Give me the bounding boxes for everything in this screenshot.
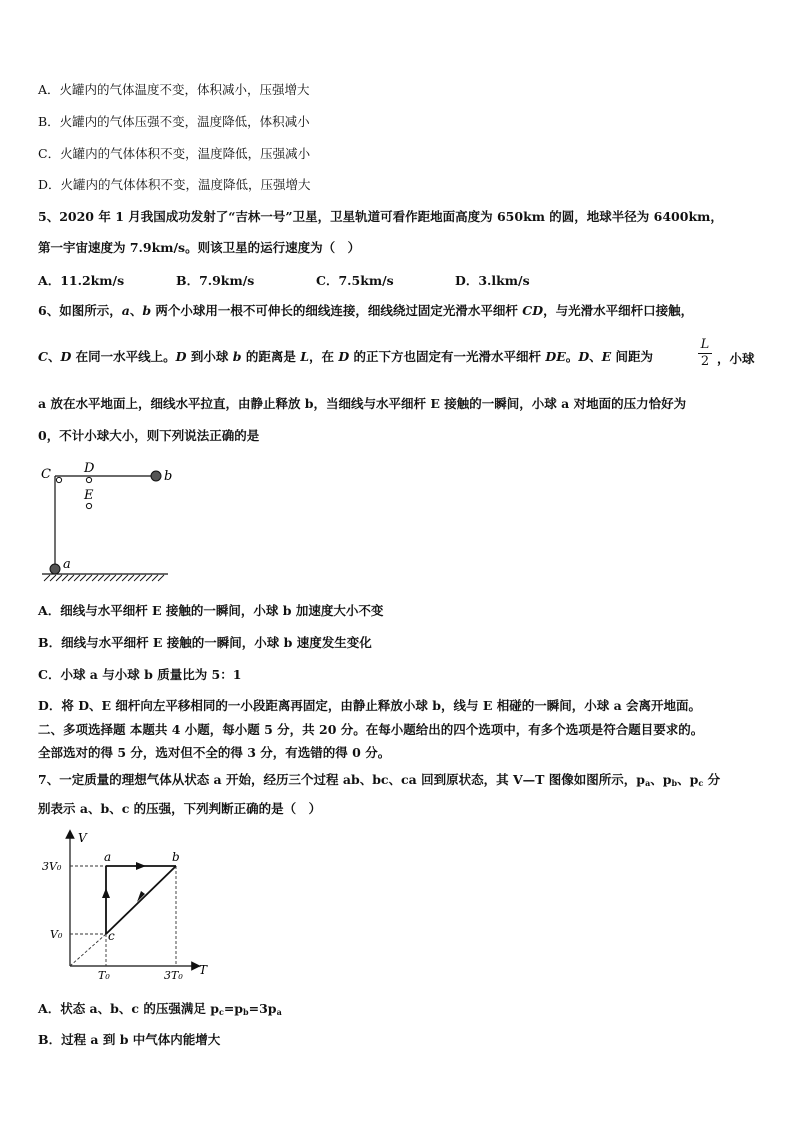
- q7-option-b: B．过程 a 到 b 中气体内能增大: [38, 1032, 221, 1047]
- q5-stem-line1: 5、2020 年 1 月我国成功发射了“吉林一号”卫星，卫星轨道可看作距地面高度为 650km 的圆，地球半径为 6400km，: [38, 209, 723, 224]
- q5-stem-line2: 第一宇宙速度为 7.9km/s。则该卫星的运行速度为（ ）: [38, 240, 361, 255]
- graph-tick-v0: V₀: [50, 928, 63, 941]
- graph-axis-v: V: [78, 831, 87, 845]
- fig-label-b: b: [164, 469, 173, 484]
- graph-point-b: b: [172, 850, 180, 864]
- q7-option-a: A．状态 a、b、c 的压强满足 $p_c=p_b=3p_a$: [38, 1001, 282, 1017]
- q4-option-b: B．火罐内的气体压强不变，温度降低，体积减小: [38, 114, 310, 129]
- q7-stem-line2: 别表示 a、b、c 的压强，下列判断正确的是（ ）: [38, 801, 322, 816]
- fig-label-d: D: [84, 461, 95, 476]
- graph-tick-3v0: 3V₀: [42, 860, 62, 873]
- q5-option-c: C．7.5km/s: [316, 273, 394, 288]
- q6-stem-line2: C、D 在同一水平线上。D 到小球 b 的距离是 L，在 D 的正下方也固定有一光滑水平细杆 DE。D、E 间距为: [38, 349, 654, 364]
- q6-option-c: C．小球 a 与小球 b 质量比为 5：1: [38, 667, 242, 682]
- q6-stem-line2-end: ，小球: [717, 351, 755, 366]
- fig-label-a: a: [63, 557, 71, 572]
- q5-option-b: B．7.9km/s: [176, 273, 255, 288]
- q6-fraction: L 2: [698, 338, 712, 369]
- q4-option-a: A．火罐内的气体温度不变，体积减小，压强增大: [38, 82, 310, 97]
- q5-option-a: A．11.2km/s: [38, 273, 125, 288]
- graph-axis-t: T: [199, 963, 208, 977]
- graph-point-a: a: [104, 850, 112, 864]
- graph-tick-t0: T₀: [98, 969, 110, 980]
- q6-option-a: A．细线与水平细杆 E 接触的一瞬间，小球 b 加速度大小不变: [38, 603, 384, 618]
- q5-option-d: D．3.lkm/s: [455, 273, 530, 288]
- q6-stem-line3: a 放在水平地面上，细线水平拉直，由静止释放 b，当细线与水平细杆 E 接触的一瞬间，小球 a 对地面的压力恰好为: [38, 396, 687, 411]
- section2-line1: 二、多项选择题 本题共 4 小题，每小题 5 分，共 20 分。在每小题给出的四个选项中，有多个选项是符合题目要求的。: [38, 722, 704, 737]
- q6-stem-line4: 0，不计小球大小，则下列说法正确的是: [38, 428, 260, 443]
- q6-stem-line1: 6、如图所示，a、b 两个小球用一根不可伸长的细线连接，细线绕过固定光滑水平细杆 CD，与光滑水平细杆口接触，: [38, 303, 694, 318]
- q4-option-c: C．火罐内的气体体积不变，温度降低，压强减小: [38, 146, 311, 161]
- q6-figure: [36, 458, 176, 583]
- q7-stem-line1: 7、一定质量的理想气体从状态 a 开始，经历三个过程 ab、bc、ca 回到原状态，其 V—T 图像如图所示，$p_a$、$p_b$、$p_c$ 分: [38, 772, 721, 788]
- graph-tick-3t0: 3T₀: [164, 969, 183, 980]
- q6-option-b: B．细线与水平细杆 E 接触的一瞬间，小球 b 速度发生变化: [38, 635, 372, 650]
- graph-point-c: c: [108, 929, 115, 943]
- q4-option-d: D．火罐内的气体体积不变，温度降低，压强增大: [38, 177, 311, 192]
- fig-label-c: C: [41, 467, 51, 482]
- fig-label-e: E: [84, 488, 94, 503]
- q6-option-d: D．将 D、E 细杆向左平移相同的一小段距离再固定，由静止释放小球 b，线与 E 相碰的一瞬间，小球 a 会离开地面。: [38, 698, 702, 713]
- q7-vt-graph: [36, 828, 226, 980]
- section2-line2: 全部选对的得 5 分，选对但不全的得 3 分，有选错的得 0 分。: [38, 745, 391, 760]
